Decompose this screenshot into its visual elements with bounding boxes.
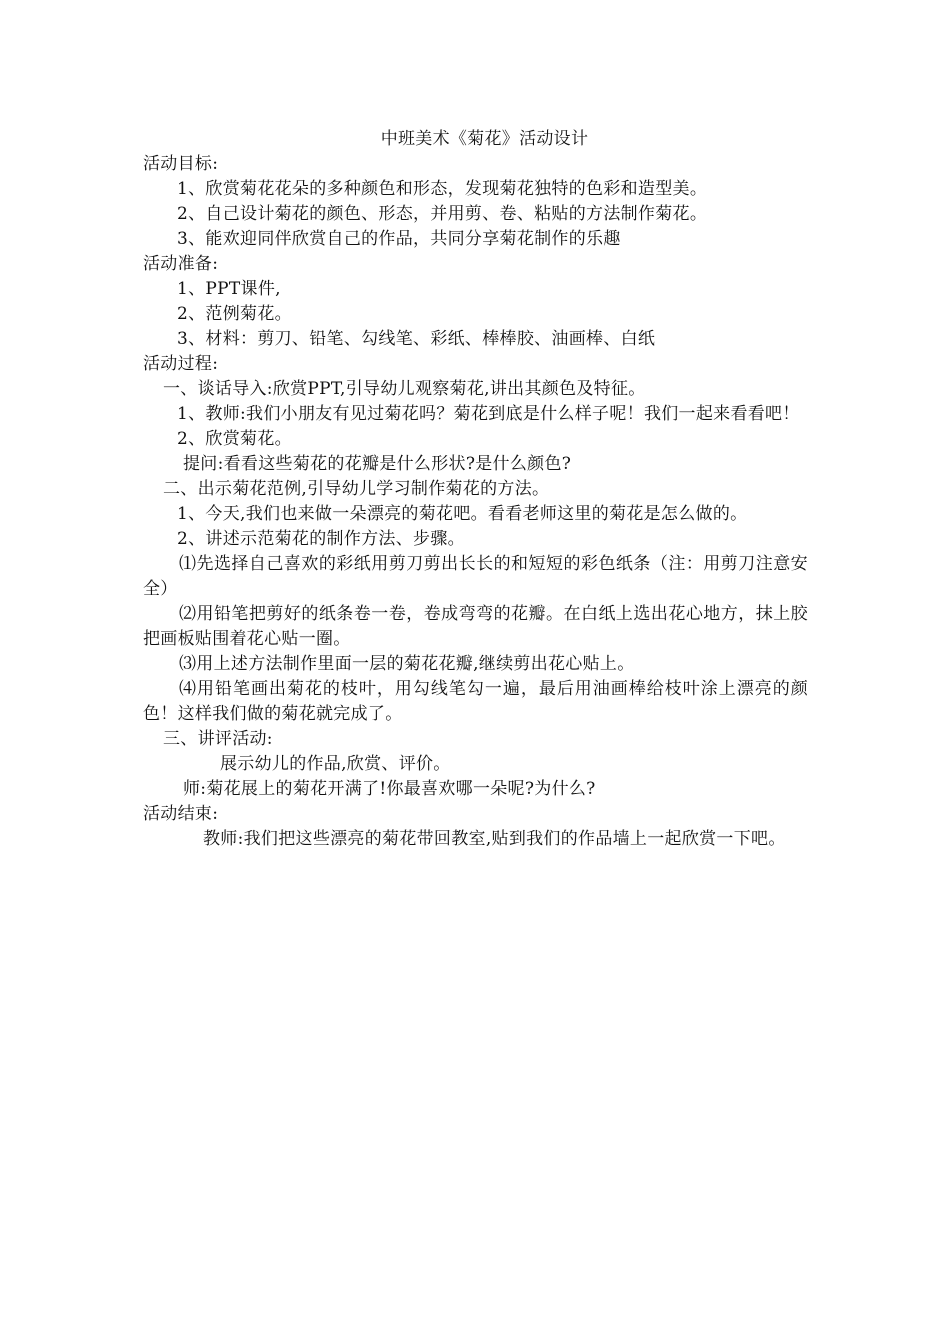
process-part2-item: 2、讲述示范菊花的制作方法、步骤。 [177, 529, 465, 549]
process-step: ⑷用铅笔画出菊花的枝叶，用勾线笔勾一遍，最后用油画棒给枝叶涂上漂亮的颜色！这样我们做的菊花就完成了。 [143, 679, 808, 724]
process-part3-item: 师:菊花展上的菊花开满了!你最喜欢哪一朵呢?为什么? [183, 779, 596, 799]
process-part1-item: 1、教师:我们小朋友有见过菊花吗？菊花到底是什么样子呢！我们一起来看看吧！ [177, 404, 800, 424]
process-part1-item: 2、欣赏菊花。 [177, 429, 292, 449]
process-part3-heading: 三、讲评活动: [163, 729, 273, 749]
goals-heading: 活动目标: [143, 154, 219, 174]
goal-item: 1、欣赏菊花花朵的多种颜色和形态，发现菊花独特的色彩和造型美。 [177, 179, 708, 199]
process-part3-item: 展示幼儿的作品,欣赏、评价。 [220, 754, 451, 774]
ending-heading: 活动结束: [143, 804, 219, 824]
process-part1-heading: 一、谈话导入:欣赏PPT,引导幼儿观察菊花,讲出其颜色及特征。 [163, 379, 646, 399]
process-heading: 活动过程: [143, 354, 219, 374]
document-title: 中班美术《菊花》活动设计 [380, 129, 589, 149]
process-part2-heading: 二、出示菊花范例,引导幼儿学习制作菊花的方法。 [163, 479, 550, 499]
goal-item: 3、能欢迎同伴欣赏自己的作品，共同分享菊花制作的乐趣 [177, 229, 621, 249]
process-step: ⑶用上述方法制作里面一层的菊花花瓣,继续剪出花心贴上。 [179, 654, 635, 674]
prep-item: 3、材料：剪刀、铅笔、勾线笔、彩纸、棒棒胶、油画棒、白纸 [177, 329, 656, 349]
prep-item: 2、范例菊花。 [177, 304, 292, 324]
prep-item: 1、PPT课件, [177, 279, 281, 299]
document-body [143, 127, 808, 852]
process-part1-question: 提问:看看这些菊花的花瓣是什么形状?是什么颜色? [183, 454, 572, 474]
process-part2-item: 1、今天,我们也来做一朵漂亮的菊花吧。看看老师这里的菊花是怎么做的。 [177, 504, 748, 524]
goal-item: 2、自己设计菊花的颜色、形态，并用剪、卷、粘贴的方法制作菊花。 [177, 204, 708, 224]
prep-heading: 活动准备: [143, 254, 219, 274]
process-step: ⑴先选择自己喜欢的彩纸用剪刀剪出长长的和短短的彩色纸条（注：用剪刀注意安全） [143, 554, 808, 599]
ending-text: 教师:我们把这些漂亮的菊花带回教室,贴到我们的作品墙上一起欣赏一下吧。 [203, 829, 786, 849]
process-step: ⑵用铅笔把剪好的纸条卷一卷，卷成弯弯的花瓣。在白纸上选出花心地方，抹上胶把画板贴围着花心贴一圈。 [143, 604, 808, 649]
